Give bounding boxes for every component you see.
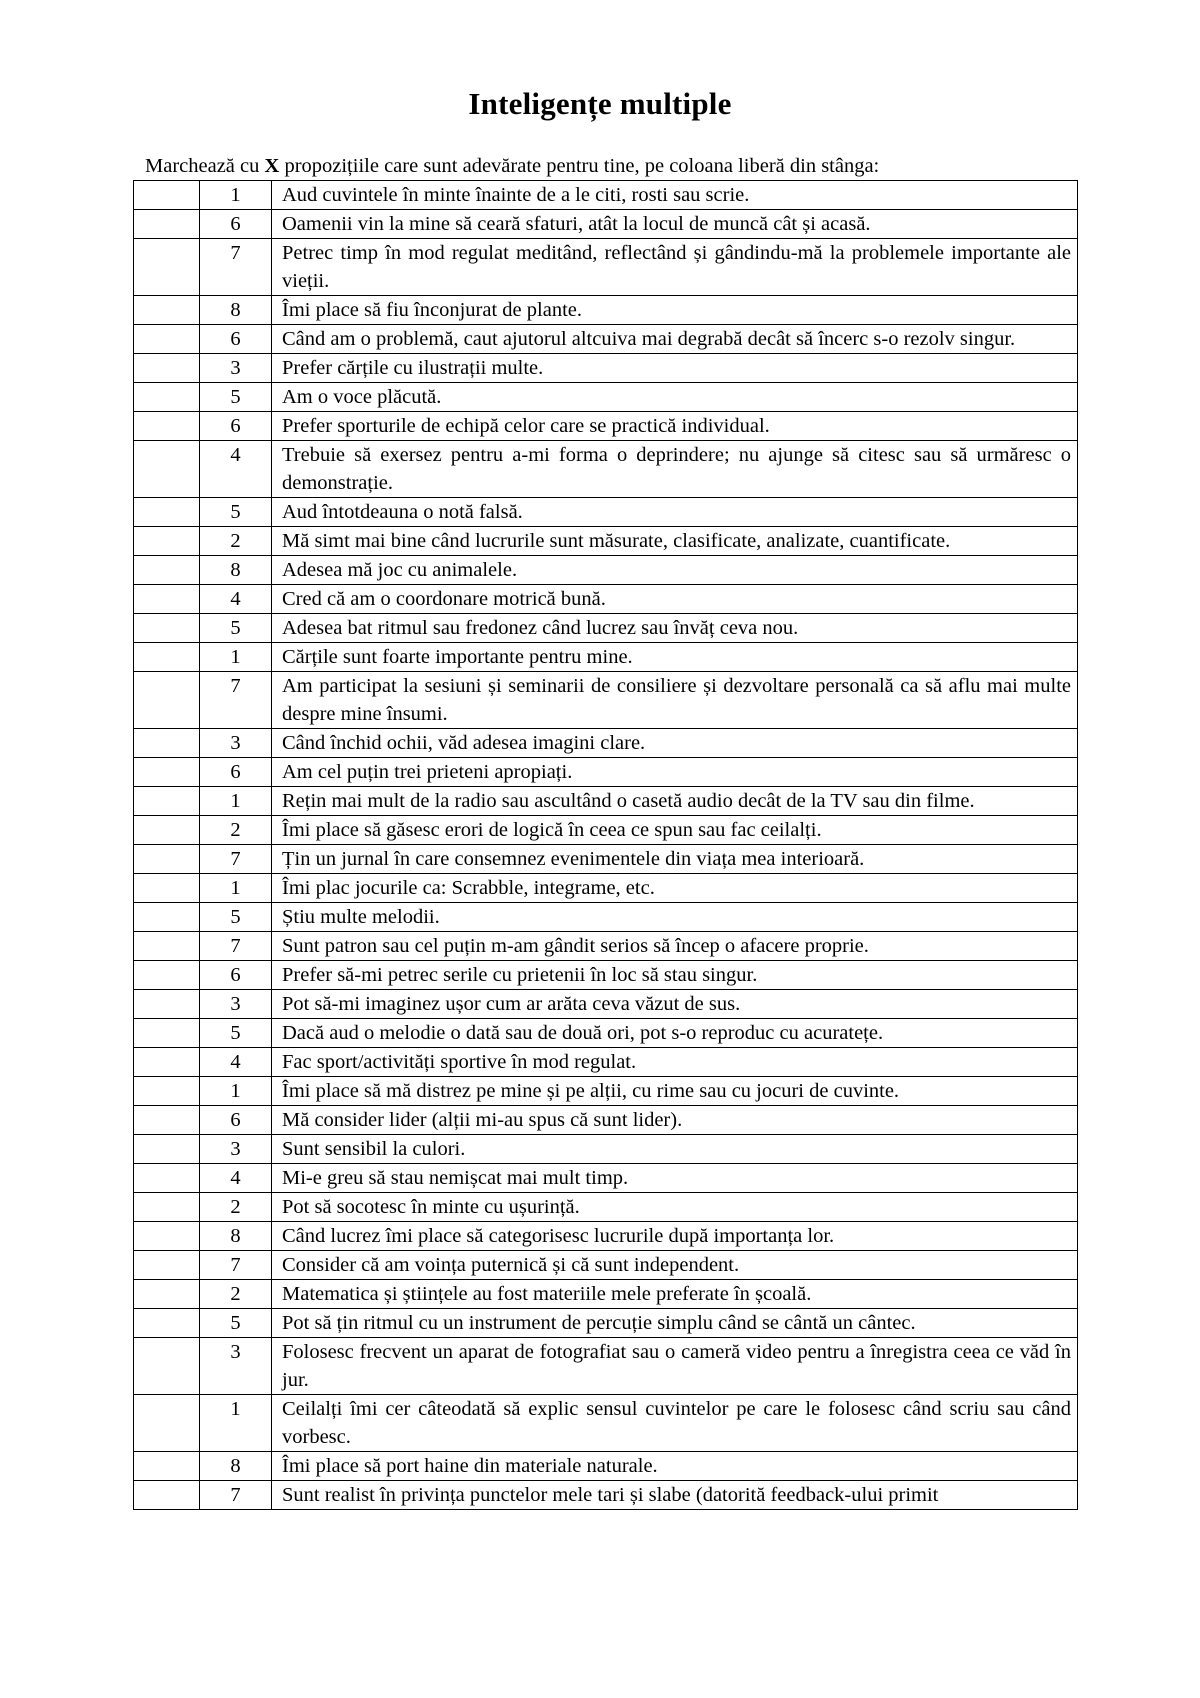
table-row: [134, 643, 1078, 672]
mark-cell[interactable]: [134, 181, 200, 210]
category-number: 1: [200, 181, 272, 210]
statement-text: Cărțile sunt foarte importante pentru mine.: [272, 643, 1078, 672]
table-row: [134, 1280, 1078, 1309]
category-number: 8: [200, 296, 272, 325]
table-row: [134, 239, 1078, 296]
mark-cell[interactable]: [134, 787, 200, 816]
statement-text: Pot să țin ritmul cu un instrument de percuție simplu când se cântă un cântec.: [272, 1309, 1078, 1338]
category-number: 7: [200, 845, 272, 874]
table-row: [134, 354, 1078, 383]
statement-text: Cred că am o coordonare motrică bună.: [272, 585, 1078, 614]
instruction-mark: X: [264, 155, 280, 177]
mark-cell[interactable]: [134, 729, 200, 758]
statement-text: Am o voce plăcută.: [272, 383, 1078, 412]
category-number: 3: [200, 354, 272, 383]
mark-cell[interactable]: [134, 1338, 200, 1395]
table-row: [134, 1452, 1078, 1481]
category-number: 1: [200, 643, 272, 672]
statement-text: Adesea mă joc cu animalele.: [272, 556, 1078, 585]
mark-cell[interactable]: [134, 239, 200, 296]
category-number: 2: [200, 1193, 272, 1222]
table-row: [134, 181, 1078, 210]
category-number: 2: [200, 1280, 272, 1309]
table-row: [134, 1309, 1078, 1338]
statement-text: Adesea bat ritmul sau fredonez când lucrez sau învăț ceva nou.: [272, 614, 1078, 643]
mark-cell[interactable]: [134, 354, 200, 383]
mark-cell[interactable]: [134, 643, 200, 672]
mark-cell[interactable]: [134, 932, 200, 961]
table-row: [134, 412, 1078, 441]
table-row: [134, 758, 1078, 787]
statement-text: Aud întotdeauna o notă falsă.: [272, 498, 1078, 527]
table-row: [134, 729, 1078, 758]
table-row: [134, 498, 1078, 527]
table-row: [134, 1481, 1078, 1510]
statement-text: Pot să socotesc în minte cu ușurință.: [272, 1193, 1078, 1222]
category-number: 7: [200, 1481, 272, 1510]
statement-text: Dacă aud o melodie o dată sau de două ori, pot s-o reproduc cu acuratețe.: [272, 1019, 1078, 1048]
statement-text: Ceilalți îmi cer câteodată să explic sensul cuvintelor pe care le folosesc când scriu sau când vorbesc.: [272, 1395, 1078, 1452]
mark-cell[interactable]: [134, 1193, 200, 1222]
statement-text: Îmi place să port haine din materiale naturale.: [272, 1452, 1078, 1481]
category-number: 8: [200, 556, 272, 585]
category-number: 8: [200, 1222, 272, 1251]
mark-cell[interactable]: [134, 1135, 200, 1164]
category-number: 6: [200, 210, 272, 239]
statement-text: Fac sport/activități sportive în mod regulat.: [272, 1048, 1078, 1077]
statement-text: Trebuie să exersez pentru a-mi forma o deprindere; nu ajunge să citesc sau să urmăresc o demonstrație.: [272, 441, 1078, 498]
page-title: Inteligențe multiple: [468, 86, 732, 121]
table-row: [134, 1019, 1078, 1048]
mark-cell[interactable]: [134, 845, 200, 874]
statement-text: Sunt patron sau cel puțin m-am gândit serios să încep o afacere proprie.: [272, 932, 1078, 961]
table-row: [134, 585, 1078, 614]
statement-text: Când am o problemă, caut ajutorul altcuiva mai degrabă decât să încerc s-o rezolv singur.: [272, 325, 1078, 354]
table-row: [134, 990, 1078, 1019]
category-number: 6: [200, 325, 272, 354]
statement-text: Oamenii vin la mine să ceară sfaturi, atât la locul de muncă cât și acasă.: [272, 210, 1078, 239]
table-row: [134, 1193, 1078, 1222]
category-number: 6: [200, 961, 272, 990]
table-row: [134, 874, 1078, 903]
table-row: [134, 1395, 1078, 1452]
statement-text: Când lucrez îmi place să categorisesc lucrurile după importanța lor.: [272, 1222, 1078, 1251]
table-row: [134, 932, 1078, 961]
table-row: [134, 1338, 1078, 1395]
table-row: [134, 787, 1078, 816]
statement-text: Petrec timp în mod regulat meditând, reflectând și gândindu-mă la problemele importante ale vieții.: [272, 239, 1078, 296]
mark-cell[interactable]: [134, 1106, 200, 1135]
category-number: 7: [200, 1251, 272, 1280]
table-row: [134, 672, 1078, 729]
table-row: [134, 1251, 1078, 1280]
mark-cell[interactable]: [134, 903, 200, 932]
statement-text: Matematica și științele au fost materiile mele preferate în școală.: [272, 1280, 1078, 1309]
mark-cell[interactable]: [134, 1019, 200, 1048]
category-number: 6: [200, 412, 272, 441]
category-number: 5: [200, 383, 272, 412]
statement-text: Mi-e greu să stau nemișcat mai mult timp.: [272, 1164, 1078, 1193]
mark-cell[interactable]: [134, 874, 200, 903]
statement-text: Aud cuvintele în minte înainte de a le citi, rosti sau scrie.: [272, 181, 1078, 210]
table-row: [134, 383, 1078, 412]
category-number: 5: [200, 498, 272, 527]
category-number: 4: [200, 1164, 272, 1193]
statement-text: Prefer cărțile cu ilustrații multe.: [272, 354, 1078, 383]
category-number: 5: [200, 614, 272, 643]
category-number: 5: [200, 1309, 272, 1338]
category-number: 1: [200, 787, 272, 816]
statement-text: Știu multe melodii.: [272, 903, 1078, 932]
table-row: [134, 845, 1078, 874]
table-row: [134, 816, 1078, 845]
questionnaire-table: [133, 180, 1078, 1510]
statement-text: Sunt realist în privința punctelor mele tari și slabe (datorită feedback-ului primit: [272, 1481, 1078, 1510]
statement-text: Am participat la sesiuni și seminarii de consiliere și dezvoltare personală ca să aflu mai multe despre mine însumi.: [272, 672, 1078, 729]
mark-cell[interactable]: [134, 672, 200, 729]
category-number: 4: [200, 585, 272, 614]
statement-text: Mă simt mai bine când lucrurile sunt măsurate, clasificate, analizate, cuantificate.: [272, 527, 1078, 556]
statement-text: Îmi plac jocurile ca: Scrabble, integrame, etc.: [272, 874, 1078, 903]
mark-cell[interactable]: [134, 1280, 200, 1309]
mark-cell[interactable]: [134, 1222, 200, 1251]
statement-text: Țin un jurnal în care consemnez evenimentele din viața mea interioară.: [272, 845, 1078, 874]
statement-text: Folosesc frecvent un aparat de fotografiat sau o cameră video pentru a înregistra ceea ce văd în jur.: [272, 1338, 1078, 1395]
table-row: [134, 325, 1078, 354]
mark-cell[interactable]: [134, 1481, 200, 1510]
table-row: [134, 441, 1078, 498]
category-number: 3: [200, 1338, 272, 1395]
category-number: 3: [200, 1135, 272, 1164]
mark-cell[interactable]: [134, 1309, 200, 1338]
instruction-after: propozițiile care sunt adevărate pentru tine, pe coloana liberă din stânga:: [279, 155, 880, 177]
table-row: [134, 210, 1078, 239]
mark-cell[interactable]: [134, 1164, 200, 1193]
category-number: 7: [200, 932, 272, 961]
mark-cell[interactable]: [134, 210, 200, 239]
statement-text: Îmi place să fiu înconjurat de plante.: [272, 296, 1078, 325]
category-number: 8: [200, 1452, 272, 1481]
category-number: 1: [200, 1077, 272, 1106]
table-row: [134, 1135, 1078, 1164]
category-number: 3: [200, 729, 272, 758]
statement-text: Îmi place să găsesc erori de logică în ceea ce spun sau fac ceilalți.: [272, 816, 1078, 845]
table-row: [134, 296, 1078, 325]
category-number: 1: [200, 874, 272, 903]
questionnaire-body: [134, 181, 1078, 1510]
mark-cell[interactable]: [134, 758, 200, 787]
statement-text: Rețin mai mult de la radio sau ascultând o casetă audio decât de la TV sau din filme.: [272, 787, 1078, 816]
table-row: [134, 527, 1078, 556]
category-number: 5: [200, 1019, 272, 1048]
category-number: 7: [200, 239, 272, 296]
category-number: 4: [200, 1048, 272, 1077]
mark-cell[interactable]: [134, 1251, 200, 1280]
statement-text: Consider că am voința puternică și că sunt independent.: [272, 1251, 1078, 1280]
category-number: 6: [200, 1106, 272, 1135]
table-row: [134, 1164, 1078, 1193]
mark-cell[interactable]: [134, 961, 200, 990]
table-row: [134, 1077, 1078, 1106]
table-row: [134, 1222, 1078, 1251]
mark-cell[interactable]: [134, 1395, 200, 1452]
mark-cell[interactable]: [134, 325, 200, 354]
mark-cell[interactable]: [134, 498, 200, 527]
mark-cell[interactable]: [134, 527, 200, 556]
mark-cell[interactable]: [134, 990, 200, 1019]
table-row: [134, 903, 1078, 932]
mark-cell[interactable]: [134, 296, 200, 325]
table-row: [134, 1048, 1078, 1077]
mark-cell[interactable]: [134, 383, 200, 412]
mark-cell[interactable]: [134, 556, 200, 585]
mark-cell[interactable]: [134, 614, 200, 643]
category-number: 2: [200, 816, 272, 845]
category-number: 5: [200, 903, 272, 932]
statement-text: Când închid ochii, văd adesea imagini clare.: [272, 729, 1078, 758]
mark-cell[interactable]: [134, 1077, 200, 1106]
category-number: 7: [200, 672, 272, 729]
statement-text: Sunt sensibil la culori.: [272, 1135, 1078, 1164]
table-row: [134, 1106, 1078, 1135]
statement-text: Prefer să-mi petrec serile cu prietenii în loc să stau singur.: [272, 961, 1078, 990]
statement-text: Îmi place să mă distrez pe mine și pe alții, cu rime sau cu jocuri de cuvinte.: [272, 1077, 1078, 1106]
mark-cell[interactable]: [134, 1452, 200, 1481]
category-number: 4: [200, 441, 272, 498]
category-number: 3: [200, 990, 272, 1019]
statement-text: Pot să-mi imaginez ușor cum ar arăta ceva văzut de sus.: [272, 990, 1078, 1019]
statement-text: Prefer sporturile de echipă celor care se practică individual.: [272, 412, 1078, 441]
mark-cell[interactable]: [134, 412, 200, 441]
category-number: 2: [200, 527, 272, 556]
instruction-before: Marchează cu: [145, 155, 265, 177]
table-row: [134, 614, 1078, 643]
category-number: 6: [200, 758, 272, 787]
mark-cell[interactable]: [134, 585, 200, 614]
mark-cell[interactable]: [134, 441, 200, 498]
instruction-text: [145, 155, 879, 178]
table-row: [134, 556, 1078, 585]
mark-cell[interactable]: [134, 1048, 200, 1077]
table-row: [134, 961, 1078, 990]
mark-cell[interactable]: [134, 816, 200, 845]
statement-text: Mă consider lider (alții mi-au spus că sunt lider).: [272, 1106, 1078, 1135]
statement-text: Am cel puțin trei prieteni apropiați.: [272, 758, 1078, 787]
category-number: 1: [200, 1395, 272, 1452]
